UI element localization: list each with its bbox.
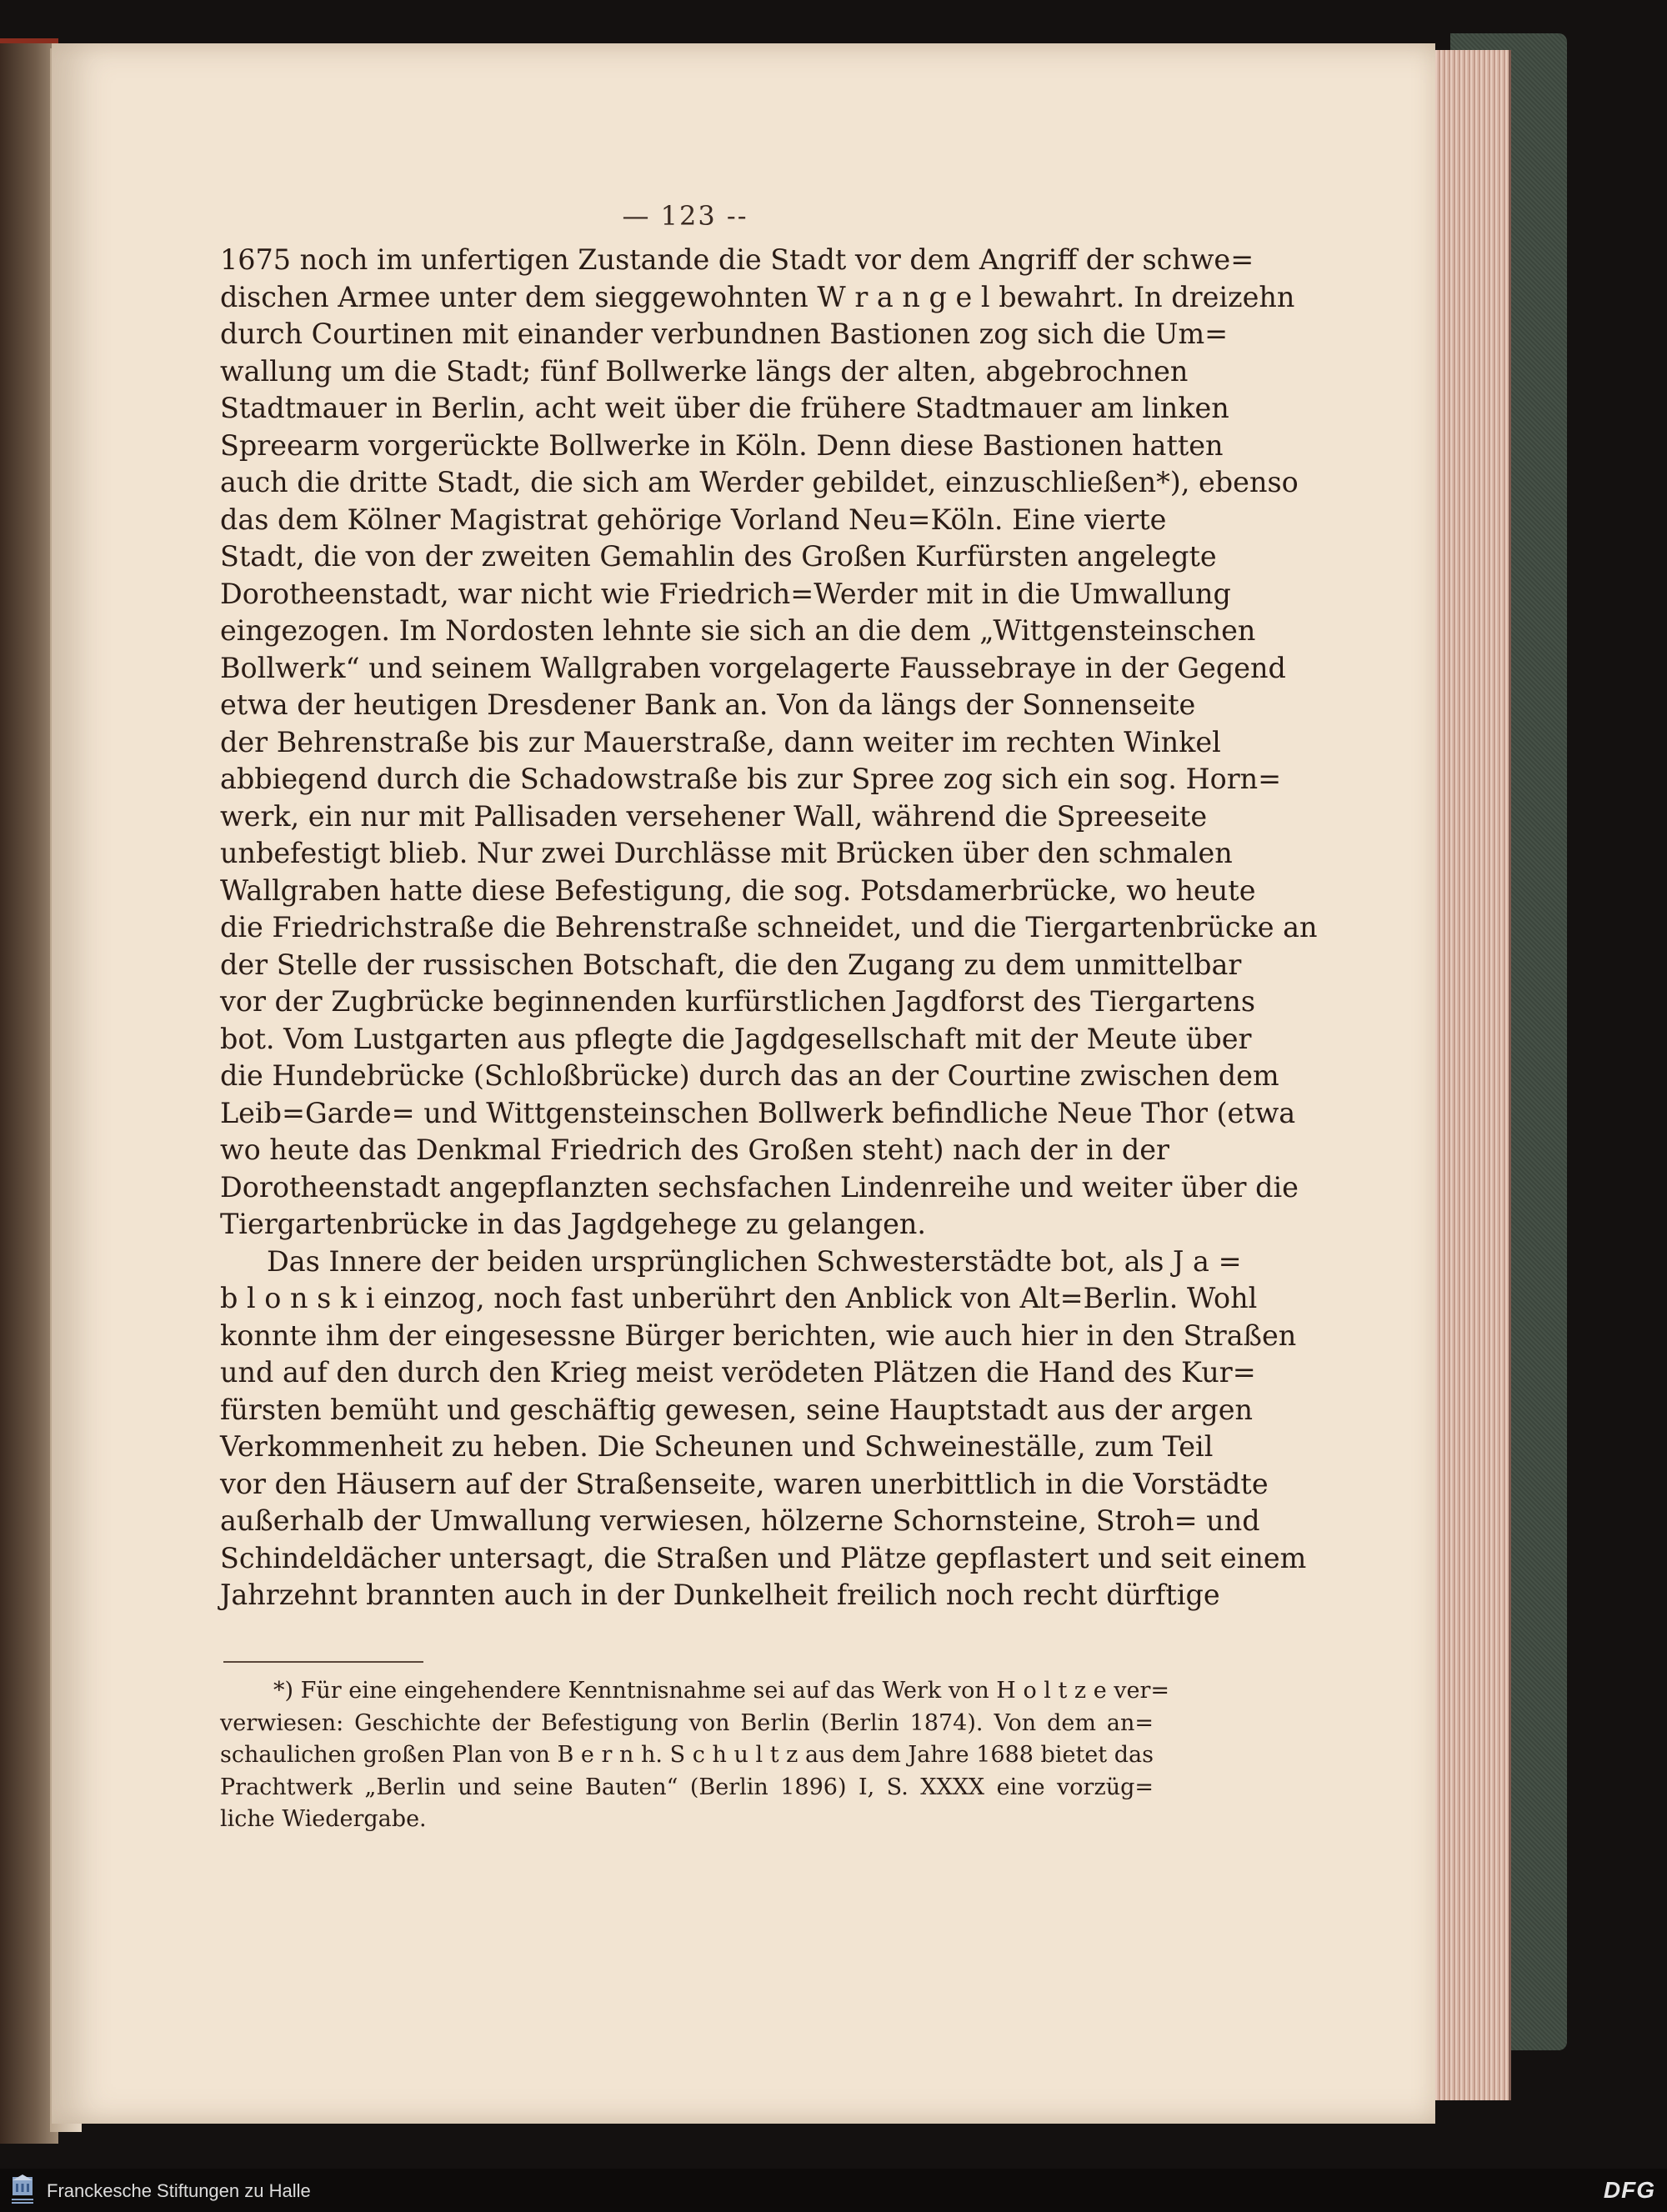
dfg-logo: DFG [1603,2177,1655,2203]
text-line: bot. Vom Lustgarten aus pflegte die Jagdgesellschaft mit der Meute über [220,1022,1252,1055]
text-line: wo heute das Denkmal Friedrich des Großen steht) nach der in der [220,1134,1169,1166]
text-line: abbiegend durch die Schadowstraße bis zur Spree zog sich ein sog. Horn= [220,763,1282,795]
text-line: Das Innere der beiden ursprünglichen Schwesterstädte bot, als J a = [267,1244,1242,1278]
text-line: vor der Zugbrücke beginnenden kurfürstlichen Jagdforst des Tiergartens [220,985,1255,1018]
footnote-line: *) Für eine eingehendere Kenntnisnahme sei auf das Werk von H o l t z e ver= [273,1678,1170,1704]
footnote-line: Prachtwerk „Berlin und seine Bauten“ (Berlin 1896) I, S. XXXX eine vorzüg= [220,1774,1154,1800]
text-line: Dorotheenstadt, war nicht wie Friedrich=Werder mit in die Umwallung [220,577,1231,610]
text-line: Verkommenheit zu heben. Die Scheunen und Schweineställe, zum Teil [220,1430,1214,1463]
text-line: durch Courtinen mit einander verbundnen Bastionen zog sich die Um= [220,318,1229,350]
text-line: Jahrzehnt brannten auch in der Dunkelheit freilich noch recht dürftige [220,1579,1220,1611]
text-line: etwa der heutigen Dresdener Bank an. Von da längs der Sonnenseite [220,688,1196,721]
text-line: b l o n s k i einzog, noch fast unberührt den Anblick von Alt=Berlin. Wohl [220,1282,1258,1314]
institution-name: Franckesche Stiftungen zu Halle [47,2180,311,2201]
text-line: außerhalb der Umwallung verwiesen, hölzerne Schornsteine, Stroh= und [220,1504,1260,1537]
text-line: Schindeldächer untersagt, die Straßen und Plätze gepflastert und seit einem [220,1541,1307,1574]
text-line: die Friedrichstraße die Behrenstraße schneidet, und die Tiergartenbrücke an [220,911,1318,943]
text-line: der Behrenstraße bis zur Mauerstraße, dann weiter im rechten Winkel [220,725,1221,758]
text-line: und auf den durch den Krieg meist verödeten Plätzen die Hand des Kur= [220,1356,1256,1389]
text-line: Spreearm vorgerückte Bollwerke in Köln. Denn diese Bastionen hatten [220,428,1224,462]
text-line: der Stelle der russischen Botschaft, die den Zugang zu dem unmittelbar [220,948,1242,981]
text-line: unbefestigt blieb. Nur zwei Durchlässe mit Brücken über den schmalen [220,837,1233,869]
page-number-header: — 123 -- [622,200,748,232]
footnote-rule [223,1661,423,1663]
text-line: wallung um die Stadt; fünf Bollwerke längs der alten, abgebrochnen [220,354,1189,388]
text-line: Stadt, die von der zweiten Gemahlin des Großen Kurfürsten angelegte [220,540,1217,573]
text-line: Tiergartenbrücke in das Jagdgehege zu gelangen. [220,1208,926,1240]
text-line: vor den Häusern auf der Straßenseite, waren unerbittlich in die Vorstädte [220,1467,1269,1500]
footnote-text [220,1675,1170,1836]
viewer-footer [0,2169,1667,2212]
text-line: dischen Armee unter dem sieggewohnten W r a n g e l bewahrt. In dreizehn [220,280,1295,313]
text-line: auch die dritte Stadt, die sich am Werder gebildet, einzuschließen*), ebenso [220,466,1299,498]
footnote-line: liche Wiedergabe. [220,1806,427,1832]
text-line: Bollwerk“ und seinem Wallgraben vorgelagerte Faussebraye in der Gegend [220,651,1286,684]
text-line: die Hundebrücke (Schloßbrücke) durch das an der Courtine zwischen dem [220,1059,1279,1092]
text-line: eingezogen. Im Nordosten lehnte sie sich an die dem „Wittgensteinschen [220,614,1256,647]
text-line: Leib=Garde= und Wittgensteinschen Bollwerk befindliche Neue Thor (etwa [220,1096,1296,1129]
institution-logo-icon [10,2174,35,2207]
body-text [220,242,1318,1614]
text-line: 1675 noch im unfertigen Zustande die Stadt vor dem Angriff der schwe= [220,243,1254,276]
text-line: fürsten bemüht und geschäftig gewesen, seine Hauptstadt aus der argen [220,1393,1254,1426]
text-line: konnte ihm der eingesessne Bürger berichten, wie auch hier in den Straßen [220,1319,1297,1352]
footnote-line: verwiesen: Geschichte der Befestigung von Berlin (Berlin 1874). Von dem an= [220,1709,1154,1736]
text-line: werk, ein nur mit Pallisaden versehener Wall, während die Spreeseite [220,799,1208,833]
text-line: Wallgraben hatte diese Befestigung, die sog. Potsdamerbrücke, wo heute [220,873,1256,907]
text-line: Stadtmauer in Berlin, acht weit über die frühere Stadtmauer am linken [220,392,1229,424]
text-line: das dem Kölner Magistrat gehörige Vorland Neu=Köln. Eine vierte [220,503,1167,536]
footnote-line: schaulichen großen Plan von B e r n h. S c h u l t z aus dem Jahre 1688 bietet das [220,1742,1154,1768]
text-line: Dorotheenstadt angepflanzten sechsfachen Lindenreihe und weiter über die [220,1170,1299,1204]
